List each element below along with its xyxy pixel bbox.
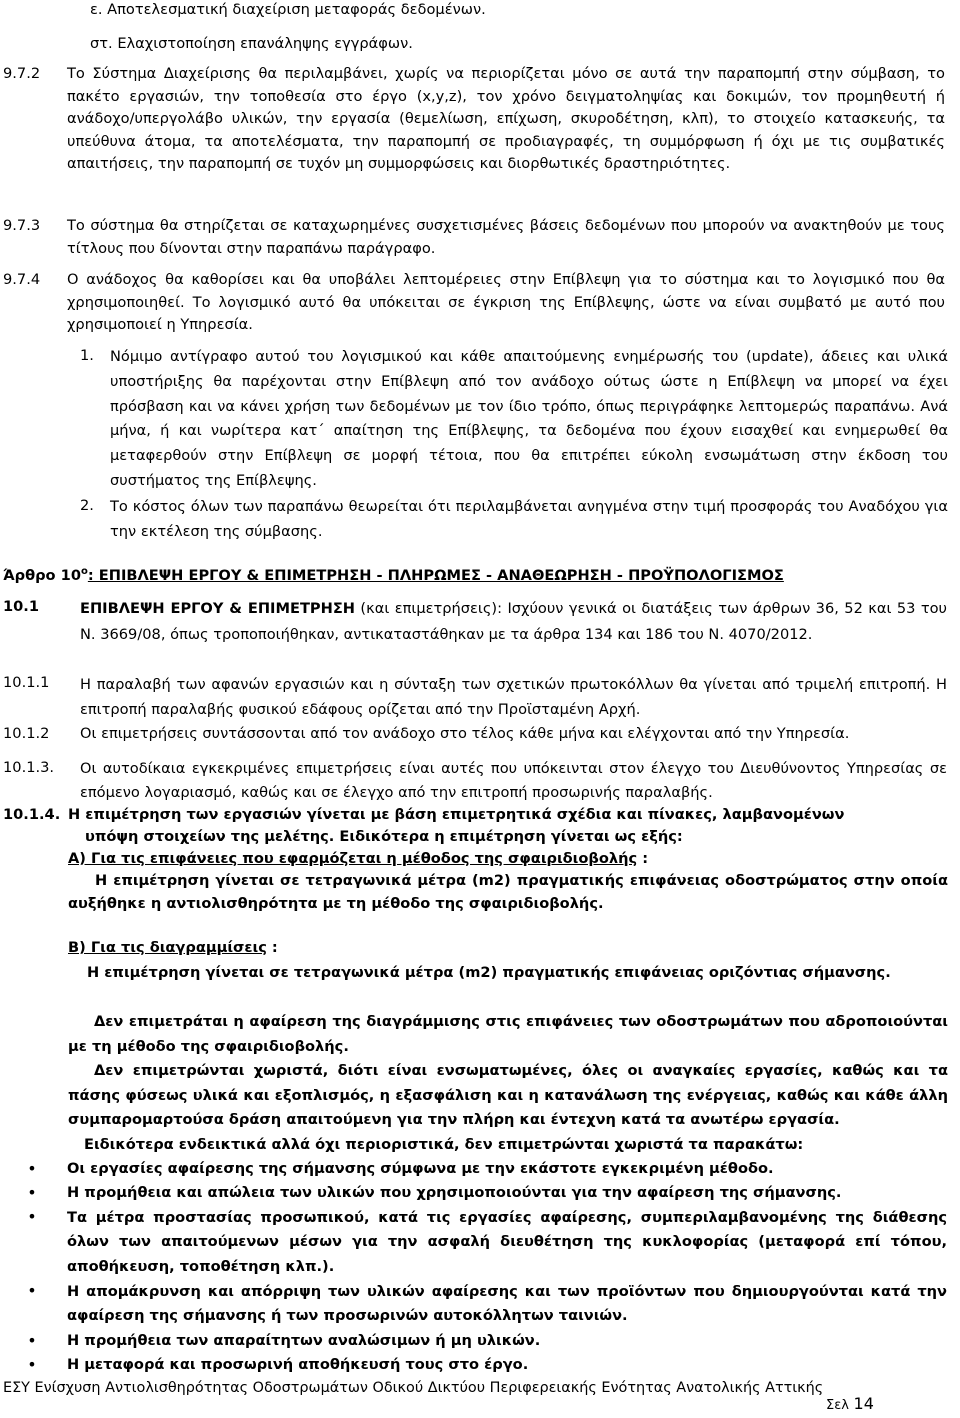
subsection-b-heading [68,937,278,960]
section-number-10-1-2: 10.1.2 [3,725,50,742]
bullet-item-4: Η απομάκρυνση και απόρριψη των υλικών αφαίρεσης και των προϊόντων που δημιουργούνται κατά την αφαίρεση της σήμανσης ή των προσωρινών αυτοκόλλητων ταινιών. [67,1283,947,1325]
paragraph-10-1-2: Οι επιμετρήσεις συντάσσονται από τον ανάδοχο στο τέλος κάθε μήνα και ελέγχονται από την Υπηρεσία. [80,725,850,742]
item-e: ε. Αποτελεσματική διαχείριση μεταφοράς δεδομένων. [90,1,486,18]
footer-text: ΕΣΥ Ενίσχυση Αντιολισθηρότητας Οδοστρωμάτων Οδικού Δικτύου Περιφερειακής Ενότητας Ανατολικής Αττικής [3,1380,824,1396]
paragraph-10-1-4-line1: Η επιμέτρηση των εργασιών γίνεται με βάση επιμετρητικά σχέδια και πίνακες, λαμβανομένων [68,806,845,823]
bullet-item-1: Οι εργασίες αφαίρεσης της σήμανσης σύμφωνα με την εκάστοτε εγκεκριμένη μέθοδο. [67,1160,774,1177]
section-number-9-7-4: 9.7.4 [3,271,41,288]
page-label: Σελ [826,1398,849,1413]
list-number-2: 2. [80,497,94,514]
bullet-item-6: Η μεταφορά και προσωρινή αποθήκευσή τους στο έργο. [67,1356,529,1373]
bullet-dot: • [27,1207,37,1226]
subsection-b-text-1: Η επιμέτρηση γίνεται σε τετραγωνικά μέτρα (m2) πραγματικής επιφάνειας οριζόντιας σήμανσης. [87,964,891,981]
item-st: στ. Ελαχιστοποίηση επανάληψης εγγράφων. [90,35,413,52]
paragraph-9-7-3: Το σύστημα θα στηρίζεται σε καταχωρημένες συσχετισμένες βάσεις δεδομένων που μπορούν να ανακτηθούν με τους τίτλους που δίνονται στην παραπάνω παράγραφο. [67,217,945,257]
section-number-9-7-2: 9.7.2 [3,65,41,82]
article-sup: ο [80,566,88,578]
list-item-1: Νόμιμο αντίγραφο αυτού του λογισμικού και κάθε απαιτούμενης ενημέρωσής του (update), άδειες και υλικά υποστήριξης θα παρέχονται στην Επίβλεψη από τον ανάδοχο ούτως ώστε η Επίβλεψη να μπορεί να έχει πρόσβαση και να κάνει χρήση των δεδομένων με τον ίδιο τρόπο, όπως περιγράφηκε λεπτομερώς παραπάνω. Ανά μήνα, ή και νωρίτερα κατ΄ απαίτηση της Επίβλεψης, τα δεδομένα που έχουν εισαχθεί και ενημερωθεί θα μεταφερθούν στην Επίβλεψη σε μορφή τέτοια, που θα επιτρέπει εύκολη ενσωμάτωση στην έκδοση του συστήματος της Επίβλεψης. [110,348,948,489]
article-prefix: Άρθρο 10 [3,567,81,584]
section-number-10-1-3: 10.1.3. [3,759,55,776]
subsection-b-text-3: Δεν επιμετρώνται χωριστά, διότι είναι ενσωματωμένες, όλες οι αναγκαίες εργασίες, καθώς και τα πάσης φύσεως υλικά και εξοπλισμός, η εξασφάλιση και η κατανάλωση της ενέργειας, καθώς και κάθε άλλη συμπαρομαρτούσα δράση απαιτούμενη για την πλήρη και έντεχνη κατά τα ανωτέρω εργασία. [68,1062,948,1128]
section-number-10-1-1: 10.1.1 [3,674,50,691]
article-title: : ΕΠΙΒΛΕΨΗ ΕΡΓΟΥ & ΕΠΙΜΕΤΡΗΣΗ - ΠΛΗΡΩΜΕΣ - ΑΝΑΘΕΩΡΗΣΗ - ΠΡΟΫΠΟΛΟΓΙΣΜΟΣ [87,567,784,584]
subsection-b-colon: : [266,939,278,956]
bullet-item-2: Η προμήθεια και απώλεια των υλικών που χρησιμοποιούνται για την αφαίρεση της σήμανσης. [67,1184,842,1201]
subsection-b-text-2: Δεν επιμετράται η αφαίρεση της διαγράμμισης στις επιφάνειες των οδοστρωμάτων που αδροποιούνται με τη μέθοδο της σφαιριδιοβολής. [68,1013,948,1055]
paragraph-9-7-2: Το Σύστημα Διαχείρισης θα περιλαμβάνει, χωρίς να περιορίζεται μόνο σε αυτά την παραπομπή στην σύμβαση, το πακέτο εργασιών, την τοποθεσία στο έργο (x,y,z), τον χρόνο δειγματοληψίας και δοκιμών, τον προμηθευτή ή ανάδοχο/υπεργολάβο υλικών, την εργασία (θεμελίωση, επίχωση, σκυροδέτηση, κλπ), το στοιχείο κατασκευής, τα υπεύθυνα άτομα, τα αποτελέσματα, την παραπομπή σε προδιαγραφές, τη συμμόρφωση ή όχι με τις συμβατικές απαιτήσεις, την παραπομπή σε τυχόν μη συμμορφώσεις και διορθωτικές δραστηριότητες. [67,65,945,172]
list-item-2: Το κόστος όλων των παραπάνω θεωρείται ότι περιλαμβάνεται ανηγμένα στην τιμή προσφοράς του Αναδόχου για την εκτέλεση της σύμβασης. [110,498,948,540]
page-number [826,1393,874,1418]
paragraph-9-7-4: Ο ανάδοχος θα καθορίσει και θα υποβάλει λεπτομέρειες στην Επίβλεψη για το σύστημα και το λογισμικό που θα χρησιμοποιηθεί. Το λογισμικό αυτό θα υπόκειται σε έγκριση της Επίβλεψης, ώστε να είναι συμβατό με αυτό που χρησιμοποιεί η Υπηρεσία. [67,271,945,333]
subsection-b-title: Β) Για τις διαγραμμίσεις [68,939,267,956]
bullet-dot: • [27,1281,37,1300]
bullet-dot: • [27,1355,37,1374]
subsection-a-title: Α) Για τις επιφάνειες που εφαρμόζεται η μέθοδος της σφαιριδιοβολής [68,850,638,867]
subsection-a-heading [68,848,648,871]
paragraph-10-1-3: Οι αυτοδίκαια εγκεκριμένες επιμετρήσεις είναι αυτές που υπόκεινται στον έλεγχο του Διευθύνοντος Υπηρεσίας σε επόμενο λογαριασμό, καθώς και σε έλεγχο από την επιτροπή προσωρινής παραλαβής. [80,760,947,801]
page-num: 14 [853,1394,874,1413]
paragraph-10-1-4-line2: υπόψη στοιχείων της μελέτης. Ειδικότερα η επιμέτρηση γίνεται ως εξής: [85,828,683,845]
bullet-item-5: Η προμήθεια των απαραίτητων αναλώσιμων ή μη υλικών. [67,1332,541,1349]
paragraph-10-1 [80,596,947,647]
list-number-1: 1. [80,347,94,364]
subsection-a-text: Η επιμέτρηση γίνεται σε τετραγωνικά μέτρα (m2) πραγματικής επιφάνειας οδοστρώματος στην οποία αυξήθηκε η αντιολισθηρότητα με τη μέθοδο της σφαιριδιοβολής. [68,872,948,912]
paragraph-10-1-bold: ΕΠΙΒΛΕΨΗ ΕΡΓΟΥ & ΕΠΙΜΕΤΡΗΣΗ [80,600,356,617]
paragraph-10-1-1: Η παραλαβή των αφανών εργασιών και η σύνταξη των σχετικών πρωτοκόλλων θα γίνεται από τριμελή επιτροπή. Η επιτροπή παραλαβής φυσικού εδάφους ορίζεται από την Προϊσταμένη Αρχή. [80,676,947,718]
bullet-dot: • [27,1159,37,1178]
bullet-item-3: Τα μέτρα προστασίας προσωπικού, κατά τις εργασίες αφαίρεσης, συμπεριλαμβανομένης της διάθεσης όλων των απαιτούμενων μέσων για την ασφαλή διευθέτηση της κυκλοφορίας (μεταφορά επί τόπου, αποθήκευση, τοποθέτηση κλπ.). [67,1209,947,1275]
subsection-a-colon: : [637,850,649,867]
section-number-10-1: 10.1 [3,598,40,615]
bullet-dot: • [27,1183,37,1202]
paragraph-10-1-text: (και επιμετρήσεις): Ισχύουν γενικά οι διατάξεις των άρθρων 36, 52 και 53 του Ν. 3669/08, όπως τροποποιήθηκαν, αντικαταστάθηκαν με τα άρθρα 134 και 186 του Ν. 4070/2012. [80,600,947,643]
bullet-dot: • [27,1331,37,1350]
article-heading [3,565,784,588]
section-number-9-7-3: 9.7.3 [3,217,41,234]
subsection-b-text-4: Ειδικότερα ενδεικτικά αλλά όχι περιοριστικά, δεν επιμετρώνται χωριστά τα παρακάτω: [84,1136,804,1153]
section-number-10-1-4: 10.1.4. [3,806,61,823]
